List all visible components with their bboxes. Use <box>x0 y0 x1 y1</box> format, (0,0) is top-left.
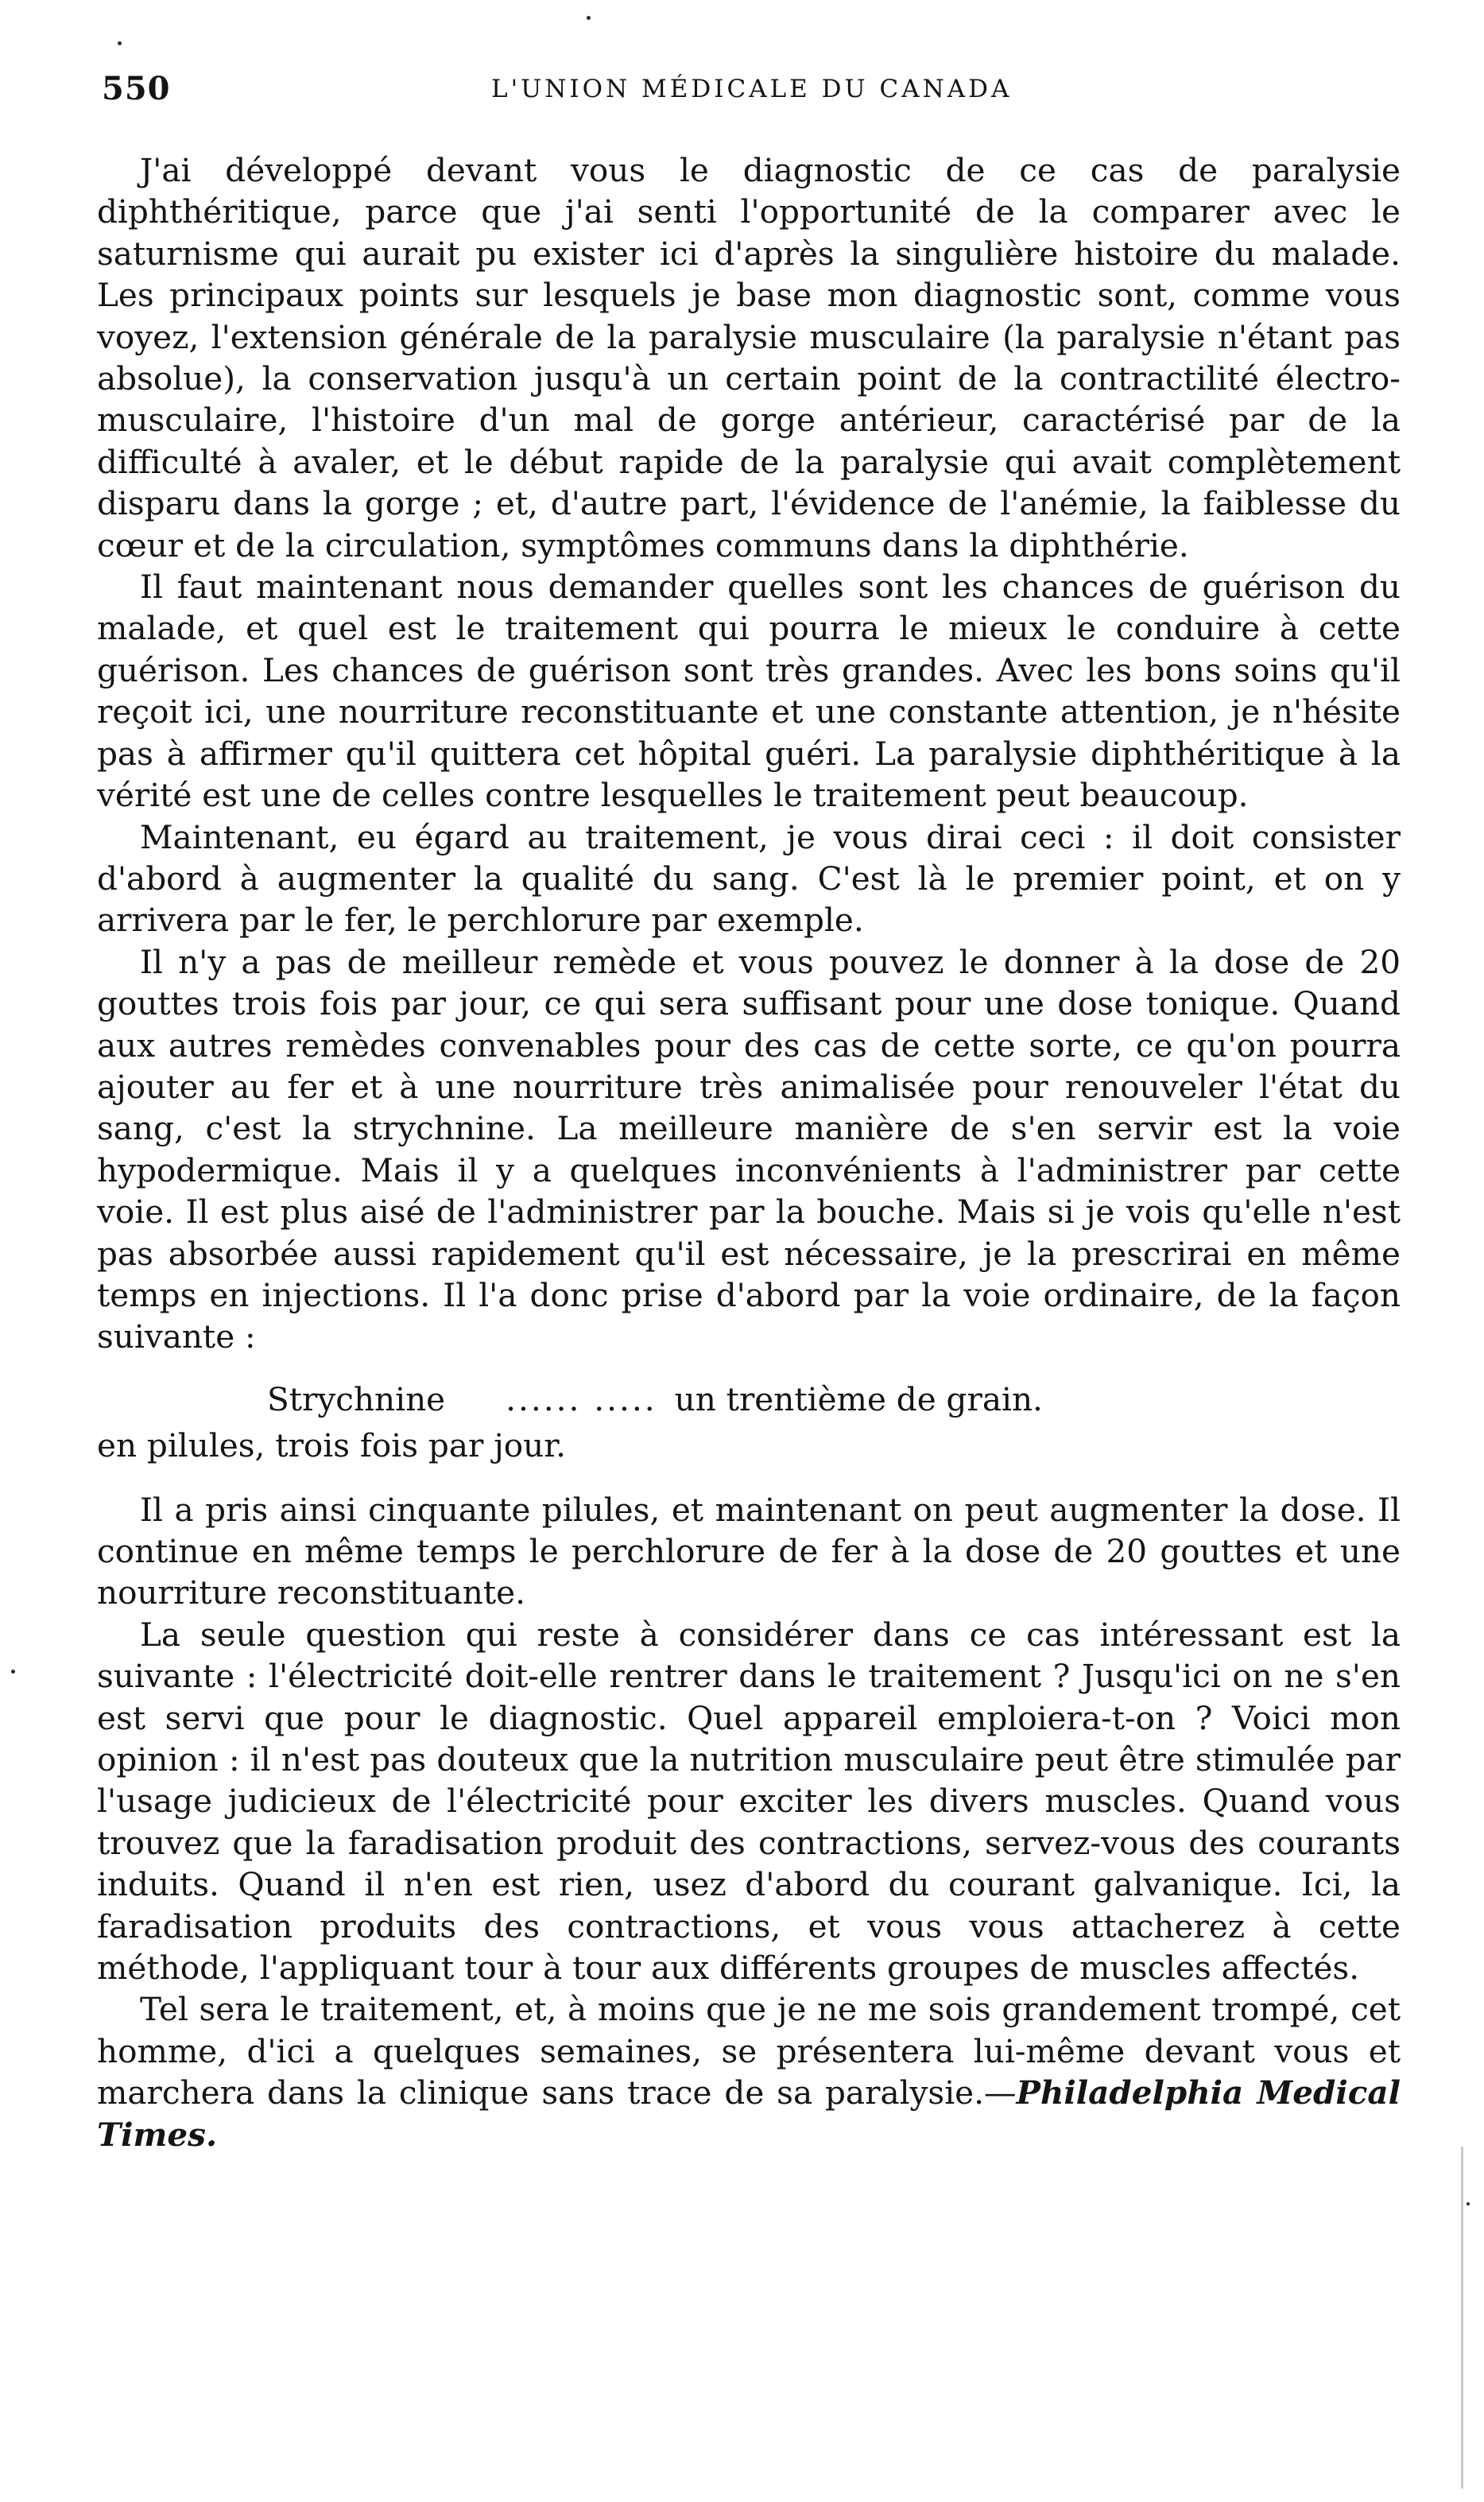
paragraph-electricity: La seule question qui reste à considérer dans ce cas intéressant est la suivante : l'électricité doit-elle rentrer dans le traitement ? Jusqu'ici on ne s'en est servi que pour le diagnostic. Quel appareil emploiera-t-on ? Voici mon opinion : il n'est pas douteux que la nutrition musculaire peut être stimulée par l'usage judicieux de l'électricité pour exciter les divers muscles. Quand vous trouvez que la faradisation produit des contractions, servez-vous des courants induits. Quand il n'en est rien, usez d'abord du courant galvanique. Ici, la faradisation produits des contractions, et vous vous attacherez à cette méthode, l'appliquant tour à tour aux différents groupes de muscles affectés. <box>97 1615 1401 1988</box>
prescription-followup: en pilules, trois fois par jour. <box>97 1426 567 1465</box>
prescription-line <box>97 1379 1401 1420</box>
prescription-block <box>97 1379 1401 1467</box>
paragraph-diagnosis: J'ai développé devant vous le diagnostic de ce cas de paralysie diphthéritique, parce que j'ai senti l'opportunité de la comparer avec le saturnisme qui aurait pu exister ici d'après la singulière histoire du malade. Les principaux points sur lesquels je base mon diagnostic sont, comme vous voyez, l'extension générale de la paralysie musculaire (la paralysie n'étant pas absolue), la conservation jusqu'à un certain point de la contractilité électro-musculaire, l'histoire d'un mal de gorge antérieur, caractérisé par de la difficulté à avaler, et le début rapide de la paralysie qui avait complètement disparu dans la gorge ; et, d'autre part, l'évidence de l'anémie, la faiblesse du cœur et de la circulation, symptômes communs dans la diphthérie. <box>97 151 1401 564</box>
paragraph-prognosis: Il faut maintenant nous demander quelles sont les chances de guérison du malade, et quel est le traitement qui pourra le mieux le conduire à cette guérison. Les chances de guérison sont très grandes. Avec les bons soins qu'il reçoit ici, une nourriture reconstituante et une constante attention, je n'hésite pas à affirmer qu'il quittera cet hôpital guéri. La paralysie diphthéritique à la vérité est une de celles contre lesquelles le traitement peut beaucoup. <box>97 568 1401 815</box>
paragraph-treatment-blood: Maintenant, eu égard au traitement, je vous dirai ceci : il doit consister d'abord à augmenter la qualité du sang. C'est là le premier point, et on y arrivera par le fer, le perchlorure par exemple. <box>97 817 1401 940</box>
scan-speck <box>1467 2202 1470 2205</box>
page-number: 550 <box>102 70 171 107</box>
paragraph-remedies: Il n'y a pas de meilleur remède et vous pouvez le donner à la dose de 20 gouttes trois fois par jour, ce qui sera suffisant pour une dose tonique. Quand aux autres remèdes convenables pour des cas de cette sorte, ce qu'on pourra ajouter au fer et à une nourriture très animalisée pour renouveler l'état du sang, c'est la strychnine. La meilleure manière de s'en servir est la voie hypodermique. Mais il y a quelques inconvénients à l'administrer par cette voie. Il est plus aisé de l'administrer par la bouche. Mais si je vois qu'elle n'est pas absorbée aussi rapidement qu'il est nécessaire, je la prescrirai en même temps en injections. Il l'a donc prise d'abord par la voie ordinaire, de la façon suivante : <box>97 942 1401 1356</box>
scan-speck <box>118 41 122 45</box>
paragraph-dose-increase: Il a pris ainsi cinquante pilules, et maintenant on peut augmenter la dose. Il continue en même temps le perchlorure de fer à la dose de 20 gouttes et une nourriture reconstituante. <box>97 1490 1401 1612</box>
scan-speck <box>11 1670 15 1674</box>
prescription-dose: un trentième de grain. <box>674 1379 1043 1418</box>
prescription-drug: Strychnine <box>267 1379 446 1418</box>
conclusion-text: Tel sera le traitement, et, à moins que je ne me sois grandement trompé, cet homme, d'ici a quelques semaines, se présentera lui-même devant vous et marchera dans la clinique sans trace de sa paralysie.— <box>97 1990 1401 2112</box>
article-body <box>97 149 1401 2155</box>
paragraph-conclusion <box>97 1988 1401 2155</box>
prescription-leader: ...... ..... <box>506 1379 657 1418</box>
running-head: L'UNION MÉDICALE DU CANADA <box>491 75 1013 103</box>
page-header <box>102 70 1405 126</box>
scan-speck <box>587 16 591 20</box>
scan-edge-shadow <box>1461 2147 1463 2488</box>
source-citation: Philadelphia Medical Times. <box>97 2073 1401 2154</box>
